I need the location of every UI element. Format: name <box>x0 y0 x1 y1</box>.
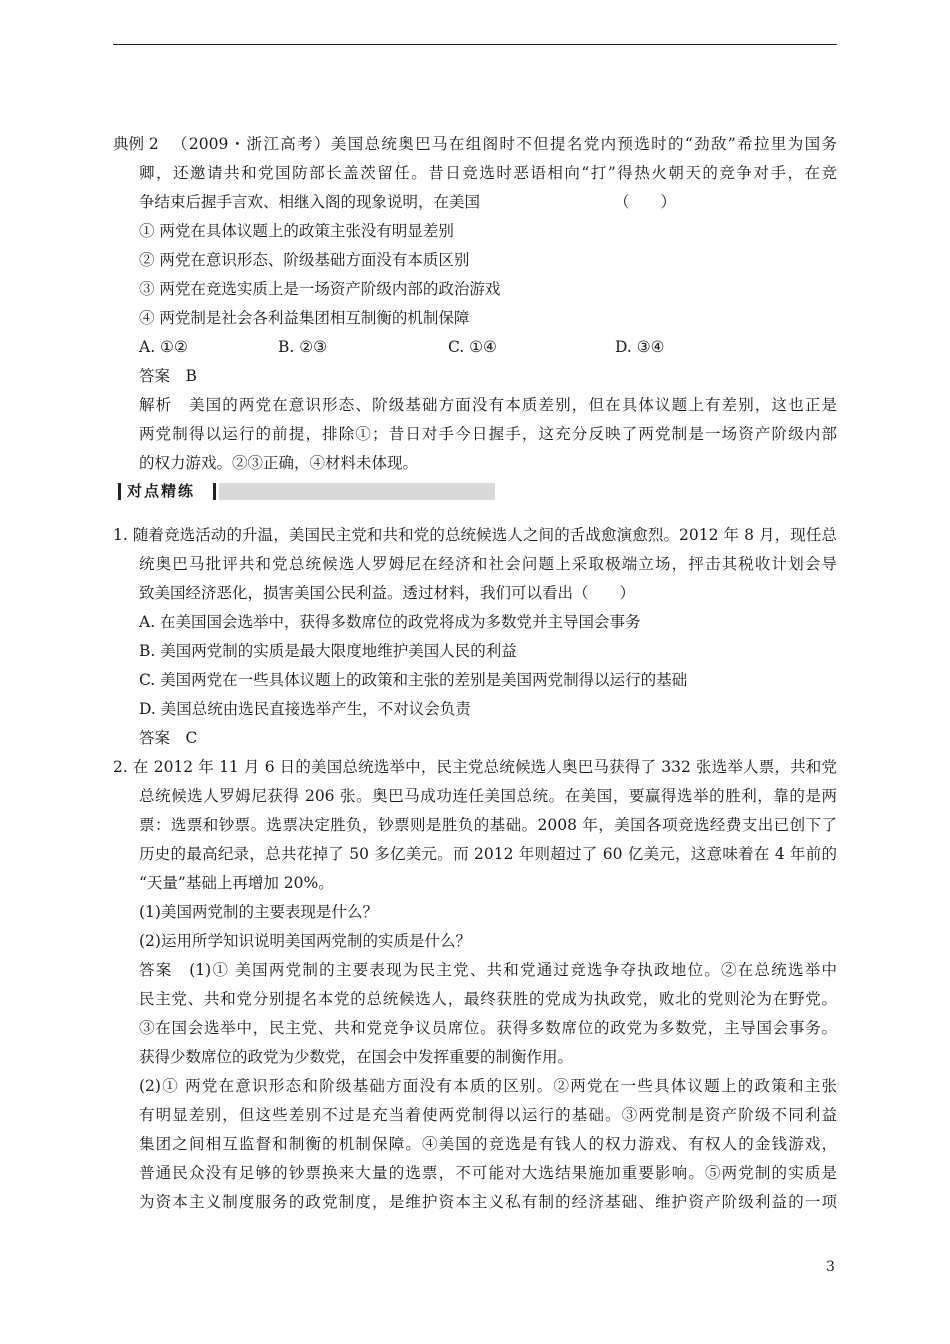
q2-answer: (2)① 两党在意识形态和阶级基础方面没有本质的区别。②两党在一些具体议题上的政策和主张 <box>139 1077 837 1095</box>
example-option-b: B. ②③ <box>278 338 328 356</box>
example-statement: ③ 两党在竞选实质上是一场资产阶级内部的政治游戏 <box>139 280 501 298</box>
example-answer: 答案 B <box>139 367 197 385</box>
q1-stem: 1. 随着竞选活动的升温，美国民主党和共和党的总统候选人之间的舌战愈演愈烈。2012 年 8 月，现任总 <box>113 526 837 544</box>
example-line: （2009・浙江高考）美国总统奥巴马在组阁时不但提名党内预选时的“劲敌”希拉里为国务 <box>172 135 837 153</box>
q2-stem: 总统候选人罗姆尼获得 206 张。奥巴马成功连任美国总统。在美国，要赢得选举的胜利，靠的是两 <box>139 787 837 805</box>
q2-answer: 有明显差别，但这些差别不过是充当着使两党制得以运行的基础。③两党制是资产阶级不同利益 <box>139 1106 837 1124</box>
q2-answer: ③在国会选举中，民主党、共和党竞争议员席位。获得多数席位的政党为多数党，主导国会事务。 <box>139 1019 837 1037</box>
section-header <box>118 481 495 502</box>
q2-answer: 答案 (1)① 美国两党制的主要表现为民主党、共和党通过竞选争夺执政地位。②在总统选举中 <box>139 961 837 979</box>
section-fill <box>219 483 495 500</box>
q1-stem: 统奥巴马批评共和党总统候选人罗姆尼在经济和社会问题上采取极端立场，抨击其税收计划会导 <box>139 555 837 573</box>
q2-answer: 获得少数席位的政党为少数党，在国会中发挥重要的制衡作用。 <box>139 1048 574 1066</box>
example-line: 争结束后握手言欢、相继入阁的现象说明，在美国 <box>139 193 481 211</box>
example-analysis: 两党制得以运行的前提，排除①；昔日对手今日握手，这充分反映了两党制是一场资产阶级内部 <box>139 425 837 443</box>
q1-option-a: A. 在美国国会选举中，获得多数席位的政党将成为多数党并主导国会事务 <box>139 613 641 631</box>
section-bar-right <box>213 483 216 500</box>
q2-stem: 票：选票和钞票。选票决定胜负，钞票则是胜负的基础。2008 年，美国各项竞选经费支出已创下了 <box>139 816 837 834</box>
example-option-c: C. ①④ <box>448 338 497 356</box>
example-option-d: D. ③④ <box>615 338 665 356</box>
page-number: 3 <box>826 1259 835 1275</box>
q2-stem: 2. 在 2012 年 11 月 6 日的美国总统选举中，民主党总统候选人奥巴马获得了 332 张选举人票，共和党 <box>113 758 837 776</box>
q1-stem: 致美国经济恶化，损害美国公民利益。透过材料，我们可以看出（ ） <box>139 584 636 602</box>
section-title: 对点精练 <box>127 482 196 500</box>
section-bar-left <box>118 483 121 500</box>
q1-answer: 答案 C <box>139 729 198 747</box>
q2-answer: 普通民众没有足够的钞票换来大量的选票，不可能对大选结果施加重要影响。⑤两党制的实质是 <box>139 1164 837 1182</box>
q2-subquestion-1: (1)美国两党制的主要表现是什么？ <box>139 903 378 921</box>
example-analysis: 的权力游戏。②③正确，④材料未体现。 <box>139 454 419 472</box>
q1-option-b: B. 美国两党制的实质是最大限度地维护美国人民的利益 <box>139 642 517 660</box>
example-statement: ① 两党在具体议题上的政策主张没有明显差别 <box>139 222 454 240</box>
q2-stem: 历史的最高纪录，总共花掉了 50 多亿美元。而 2012 年则超过了 60 亿美元，这意味着在 4 年前的 <box>139 845 837 863</box>
example-label: 典例 2 <box>113 135 159 153</box>
example-line: 卿，还邀请共和党国防部长盖茨留任。昔日竞选时恶语相向“打”得热火朝天的竞争对手，在竞 <box>139 164 837 182</box>
q2-subquestion-2: (2)运用所学知识说明美国两党制的实质是什么？ <box>139 932 471 950</box>
q2-answer: 集团之间相互监督和制衡的机制保障。④美国的竞选是有钱人的权力游戏、有权人的金钱游戏， <box>139 1135 837 1153</box>
example-analysis: 解析 美国的两党在意识形态、阶级基础方面没有本质差别，但在具体议题上有差别，这也正是 <box>139 396 837 414</box>
q1-option-c: C. 美国两党在一些具体议题上的政策和主张的差别是美国两党制得以运行的基础 <box>139 671 688 689</box>
q2-answer: 为资本主义制度服务的政党制度，是维护资本主义私有制的经济基础、维护资产阶级利益的一项 <box>139 1193 837 1211</box>
q1-option-d: D. 美国总统由选民直接选举产生，不对议会负责 <box>139 700 471 718</box>
example-option-a: A. ①② <box>139 338 188 356</box>
example-statement: ④ 两党制是社会各利益集团相互制衡的机制保障 <box>139 309 470 327</box>
q2-stem: “天量”基础上再增加 20%。 <box>139 874 334 892</box>
example-statement: ② 两党在意识形态、阶级基础方面没有本质区别 <box>139 251 470 269</box>
answer-bracket: （ ） <box>614 193 677 211</box>
q2-answer: 民主党、共和党分别提名本党的总统候选人，最终获胜的党成为执政党，败北的党则沦为在野党。 <box>139 990 837 1008</box>
header-rule <box>113 44 837 45</box>
